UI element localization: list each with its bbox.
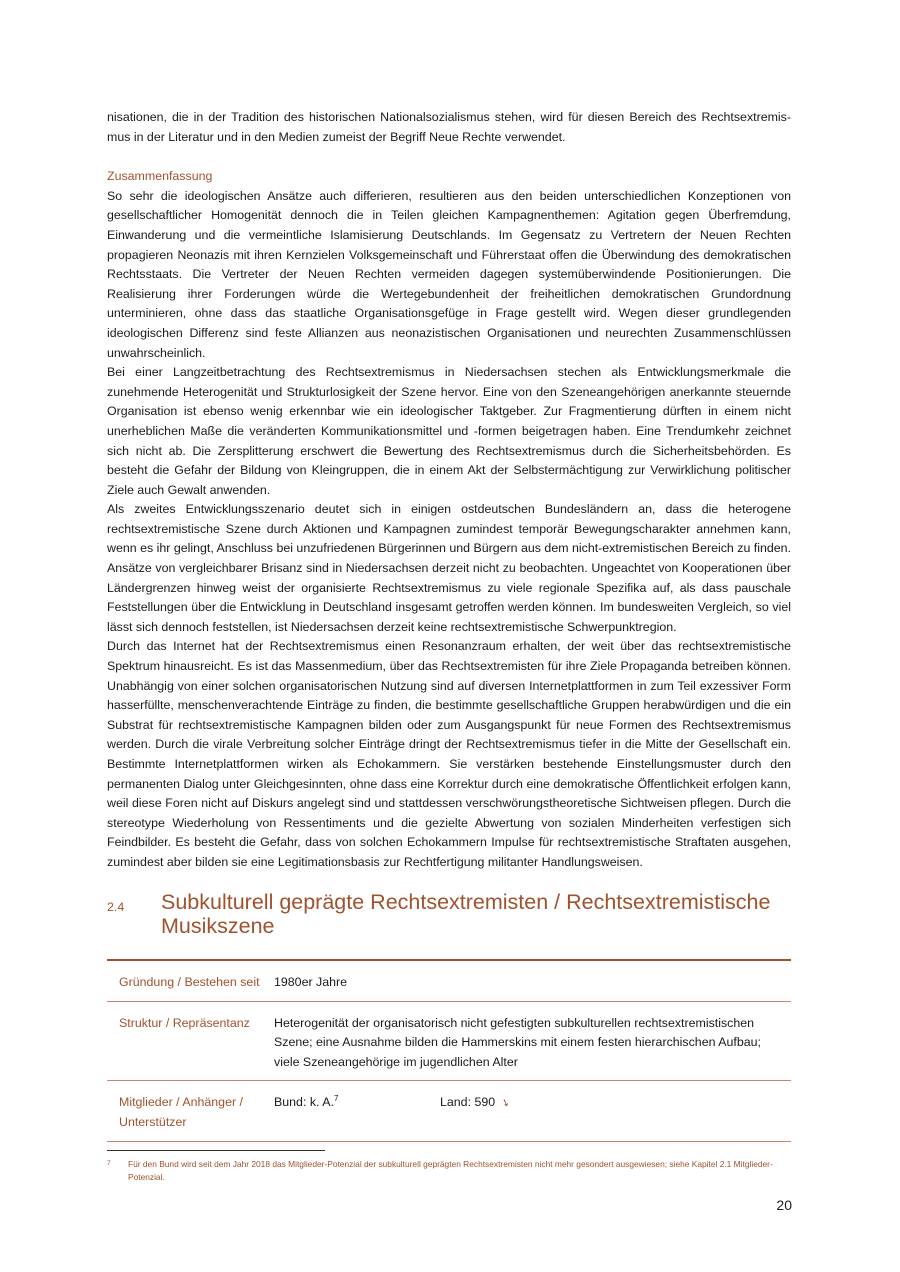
members-bund-text: Bund: k. A. [274,1095,334,1110]
section-title: Subkulturell geprägte Rechtsextremisten / Rechtsextremistische Musikszene [161,890,771,938]
members-values [274,1093,779,1114]
page-body [107,108,791,873]
summary-paragraph: So sehr die ideologischen Ansätze auch differieren, resultieren aus den beiden unterschiedlichen Konzeptionen von gesellschaftlicher Homogenität dennoch die in Teilen gleichen Kampagnenthemen: Agitation gegen Überfremdung, Einwanderung und die vermeintliche Islamisierung Deutschlands. Im Gegensatz zu Vertretern der Neuen Rechten propagieren Neonazis mit ihren Kernzielen Volksgemeinschaft und Führerstaat offen die Überwindung des demokratischen Rechtsstaats. Die Vertreter der Neuen Rechten vermeiden dagegen systemüberwindende Positionierungen. Die Realisierung ihrer Forderungen würde die Wertegebundenheit der freiheitlichen demokratischen Grundordnung unterminieren, ohne dass das staatliche Organisationsgefüge in Frage gestellt wird. Wegen dieser grundlegenden ideologischen Differenz sind feste Allianzen aus neonazistischen Organisationen und neurechten Zusammenschlüssen unwahrscheinlich. [107,188,791,360]
info-table [107,959,791,1142]
section-number: 2.4 [107,900,125,914]
section-heading [107,890,791,938]
table-row [107,1001,791,1081]
footnote [107,1158,791,1183]
page-number: 20 [776,1197,792,1213]
footnote-divider [107,1150,325,1151]
row-label: Gründung / Bestehen seit [107,960,272,1001]
summary-paragraph: Bei einer Langzeitbetrachtung des Rechtsextremismus in Niedersachsen stechen als Entwicklungsmerkmale die zunehmende Heterogenität und Strukturlosigkeit der Szene hervor. Eine von den Szeneangehörigen anerkannte steuernde Organisation ist ebenso wenig erkennbar wie ein ideologischer Taktgeber. Zur Fragmentierung dürften in einem nicht unerheblichen Maße die veränderten Kommunikationsmittel und -formen beigetragen haben. Eine Trendumkehr zeichnet sich nicht ab. Die Zersplitterung erschwert die Bewertung des Rechtsextremismus durch die Sicherheitsbehörden. Es besteht die Gefahr der Bildung von Kleingruppen, die in einem Akt der Selbstermächtigung zur Verwirklichung politischer Ziele auch Gewalt anwenden. [107,365,791,497]
table-row [107,1081,791,1141]
row-label: Struktur / Repräsentanz [107,1001,272,1081]
members-land-text: Land: 590 [440,1095,496,1110]
trend-down-icon: ➘ [499,1097,512,1111]
summary-paragraph: Durch das Internet hat der Rechtsextremismus einen Resonanzraum erhalten, der weit über das rechtsextremistische Spektrum hinausreicht. Es ist das Massenmedium, über das Rechtsextremisten für ihre Ziele Propaganda betreiben können. Unabhängig von einer solchen organisatorischen Nutzung sind auf diversen Internetplattformen in zum Teil exzessiver Form hasserfüllte, menschenverachtende Einträge zu finden, die bestimmte gesellschaftliche Gruppen herabwürdigen und die ein Substrat für rechtsextremistische Kampagnen bilden oder zum Ausgangspunkt für neue Formen des Rechtsextremismus werden. Durch die virale Verbreitung solcher Einträge dringt der Rechtsextremismus tiefer in die Mitte der Gesellschaft ein. Bestimmte Internetplattformen wirken als Echokammern. Sie verstärken bestehende Einstellungsmuster durch den permanenten Dialog unter Gleichgesinnten, ohne dass eine Korrektur durch eine demokratische Öffentlichkeit erfolgen kann, weil diese Foren nicht auf Diskurs angelegt sind und stattdessen verschwörungstheoretische Sichtweisen pflegen. Durch die stereotype Wiederholung von Ressentiments und die gezielte Abwertung von sozialen Minderheiten verfestigen sich Feindbilder. Es besteht die Gefahr, dass von solchen Echokammern Impulse für rechtsextremistische Straftaten ausgehen, zumindest aber bilden sie eine Legitimationsbasis zur Rechtfertigung militanter Handlungsweisen. [107,639,791,869]
members-bund [274,1093,440,1114]
row-value: Heterogenität der organisatorisch nicht gefestigten subkulturellen rechtsextremistischen Szene; eine Ausnahme bilden die Hammerskins mit einem festen hierarchischen Aufbau; viele Szeneangehörige im jugendlichen Alter [272,1001,791,1081]
row-value [272,1081,791,1141]
intro-paragraph: nisationen, die in der Tradition des historischen Nationalsozialismus stehen, wird für diesen Bereich des Rechtsextremis-mus in der Literatur und in den Medien zumeist der Begriff Neue Rechte verwendet. [107,110,791,144]
footnote-ref: 7 [333,1094,339,1104]
footnote-text: Für den Bund wird seit dem Jahr 2018 das Mitglieder-Potenzial der subkulturell geprägten Rechtsextremisten nicht mehr gesondert ausgewiesen; siehe Kapitel 2.1 Mitglieder-Potenzial. [128,1159,773,1182]
summary-heading: Zusammenfassung [107,169,213,184]
table-row [107,960,791,1001]
summary-paragraph: Als zweites Entwicklungsszenario deutet sich in einigen ostdeutschen Bundesländern an, dass die heterogene rechtsextremistische Szene durch Aktionen und Kampagnen zumindest temporär Bewegungscharakter annehmen kann, wenn es ihr gelingt, Anschluss bei unzufriedenen Bürgerinnen und Bürgern aus dem nicht-extremistischen Bereich zu finden. Ansätze von vergleichbarer Brisanz sind in Niedersachsen derzeit nicht zu beobachten. Ungeachtet von Kooperationen über Ländergrenzen hinweg weist der organisierte Rechtsextremismus zu viele regionale Spezifika auf, als dass pauschale Feststellungen über die Entwicklung in Deutschland insgesamt getroffen werden können. Im bundesweiten Vergleich, so viel lässt sich dennoch feststellen, ist Niedersachsen derzeit keine rechtsextremistische Schwerpunktregion. [107,502,791,634]
row-label: Mitglieder / Anhänger / Unterstützer [107,1081,272,1141]
row-value: 1980er Jahre [272,960,791,1001]
members-land [440,1093,510,1114]
footnote-number: 7 [107,1160,111,1167]
